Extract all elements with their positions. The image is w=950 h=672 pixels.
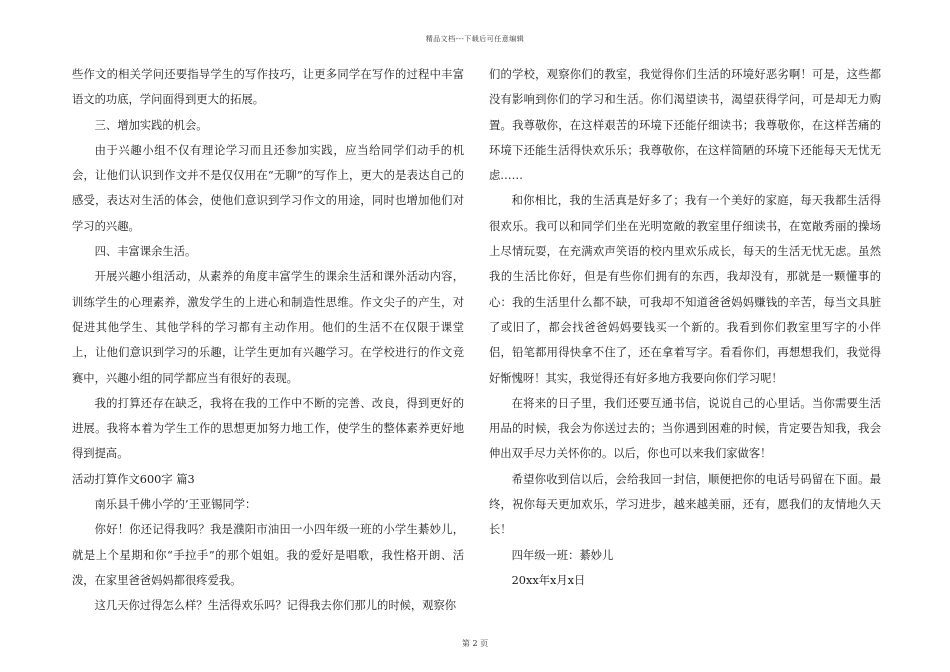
paragraph: 们的学校，观察你们的教室，我觉得你们生活的环境好恶劣啊！可是，这些都没有影响到你们的学习和生活。你们渴望读书，渴望获得学问，可是却无力购置。我尊敬你，在这样艰苦的环境下还能仔细读书；我尊敬你，在这样苦痛的环境下还能生活得快欢乐乐；我尊敬你，在这样简陋的环境下还能每天无忧无虑…… xyxy=(489,68,881,183)
paragraph: 在将来的日子里，我们还要互通书信，说说自己的心里话。当你需要生活用品的时候，我会为你送过去的；当你遇到困难的时候，肯定要告知我，我会伸出双手尽力关怀你的。以后，你也可以来我们家做客！ xyxy=(489,396,881,461)
paragraph: 些作文的相关学问还要指导学生的写作技巧，让更多同学在写作的过程中丰富语文的功底，学问面得到更大的拓展。 xyxy=(72,68,464,107)
paragraph: 开展兴趣小组活动，从素养的角度丰富学生的课余生活和课外活动内容，训练学生的心理素养，激发学生的上进心和制造性思维。作文尖子的产生，对促进其他学生、其他学科的学习都有主动作用。他们的生活不在仅限于课堂上，让他们意识到学习的乐趣，让学生更加有兴趣学习。在学校进行的作文竞赛中，兴趣小组的同学都应当有很好的表现。 xyxy=(72,270,464,385)
paragraph: 四年级一班：綦妙儿 xyxy=(511,548,614,562)
page-header: 精品文档---下载后可任意编辑 xyxy=(425,35,525,43)
left-column xyxy=(72,62,464,619)
paragraph: 我的打算还存在缺乏，我将在我的工作中不断的完善、改良，得到更好的进展。我将本着为学生工作的思想更加努力地工作，使学生的整体素养更好地得到提高。 xyxy=(72,396,464,461)
right-column xyxy=(489,62,881,593)
paragraph: 四、丰富课余生活。 xyxy=(94,245,197,259)
page-number: 第 2 页 xyxy=(461,639,489,648)
paragraph: 三、增加实践的机会。 xyxy=(94,118,208,132)
paragraph: 由于兴趣小组不仅有理论学习而且还参加实践，应当给同学们动手的机会，让他们认识到作文并不是仅仅用在“无聊”的写作上，更大的是表达自己的感受，表达对生活的体会，使他们意识到学习作文的用途，同时也增加他们对学习的兴趣。 xyxy=(72,143,464,233)
paragraph: 这几天你过得怎么样？生活得欢乐吗？记得我去你们那儿的时候，观察你 xyxy=(94,599,457,613)
paragraph: 你好！你还记得我吗？我是濮阳市油田一小四年级一班的小学生綦妙儿，就是上个星期和你“手拉手”的那个姐姐。我的爱好是唱歌，我性格开朗、活泼，在家里爸爸妈妈都很疼爱我。 xyxy=(72,523,464,587)
paragraph: 活动打算作文600字 篇3 xyxy=(72,472,195,486)
paragraph: 希望你收到信以后，会给我回一封信，顺便把你的电话号码留在下面。最终，祝你每天更加欢乐，学习进步，越来越美丽，还有，愿我们的友情地久天长！ xyxy=(489,472,881,537)
paragraph: 南乐县千佛小学的’王亚锡同学： xyxy=(94,498,257,512)
paragraph: 20xx年x月x日 xyxy=(511,573,586,587)
paragraph: 和你相比，我的生活真是好多了；我有一个美好的家庭，每天我都生活得很欢乐。我可以和同学们坐在光明宽敞的教室里仔细读书，在宽敞秀丽的操场上尽情玩耍，在充满欢声笑语的校内里欢乐成长，每天的生活无忧无虑。虽然我的生活比你好，但是有些你们拥有的东西，我却没有，那就是一颗懂事的心：我的生活里什么都不缺，可我却不知道爸爸妈妈赚钱的辛苦，每当文具脏了或旧了，都会找爸爸妈妈要钱买一个新的。我看到你们教室里写字的小伴侣，铅笔都用得快拿不住了，还在拿着写字。看看你们，再想想我们，我觉得好惭愧呀！其实，我觉得还有好多地方我要向你们学习呢！ xyxy=(489,194,881,385)
